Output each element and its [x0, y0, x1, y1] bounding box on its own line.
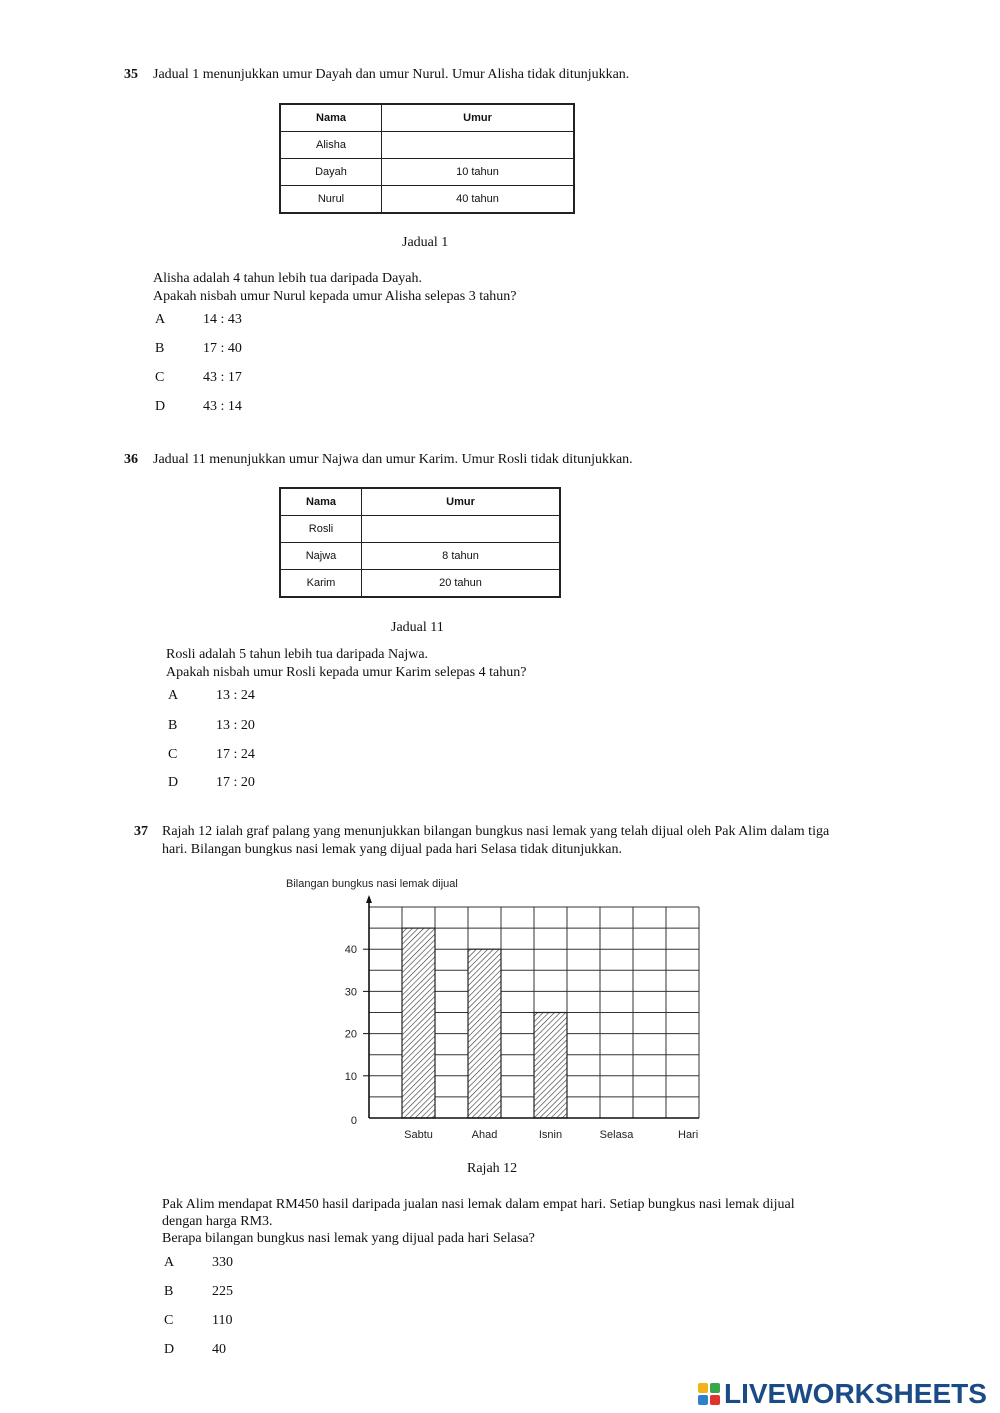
bar-sabtu	[402, 928, 435, 1118]
bar-chart-rajah-12	[280, 868, 720, 1148]
table-jadual-1	[279, 103, 575, 214]
option-d[interactable]: D 43 : 14	[155, 399, 242, 414]
option-a[interactable]: A 14 : 43	[155, 312, 242, 327]
logo-grid-icon	[698, 1383, 720, 1405]
table-row	[280, 516, 560, 543]
logo-square	[698, 1383, 708, 1393]
caption-jadual-1: Jadual 1	[402, 235, 449, 250]
question-37-number: 37	[134, 824, 148, 839]
option-c[interactable]: C 110	[164, 1313, 233, 1328]
question-37-line2: dengan harga RM3.	[162, 1214, 273, 1229]
y-tick-label: 20	[344, 1028, 357, 1041]
question-35-line2: Apakah nisbah umur Nurul kepada umur Alisha selepas 3 tahun?	[153, 289, 517, 304]
liveworksheets-logo	[698, 1376, 987, 1412]
question-37-intro-line1: Rajah 12 ialah graf palang yang menunjukkan bilangan bungkus nasi lemak yang telah dijual oleh Pak Alim dalam tiga	[162, 824, 830, 839]
table-cell: 40 tahun	[382, 186, 575, 214]
x-tick-label: Ahad	[471, 1129, 498, 1141]
table-cell: Dayah	[280, 159, 382, 186]
option-a[interactable]: A 13 : 24	[168, 688, 255, 703]
table-cell	[362, 516, 561, 543]
table-cell: Rosli	[280, 516, 362, 543]
table-header-nama: Nama	[280, 488, 362, 516]
caption-rajah-12: Rajah 12	[467, 1161, 518, 1176]
table-cell: 20 tahun	[362, 570, 561, 598]
logo-square	[710, 1383, 720, 1393]
y-axis-arrow-icon	[366, 895, 372, 903]
question-36-line2: Apakah nisbah umur Rosli kepada umur Karim selepas 4 tahun?	[166, 665, 527, 680]
table-cell: 10 tahun	[382, 159, 575, 186]
caption-jadual-11: Jadual 11	[391, 620, 444, 635]
option-d[interactable]: D 40	[164, 1342, 226, 1357]
x-tick-label: Isnin	[538, 1129, 563, 1141]
table-jadual-11	[279, 487, 561, 598]
table-header-umur: Umur	[382, 104, 575, 132]
table-cell: Nurul	[280, 186, 382, 214]
option-b[interactable]: B 17 : 40	[155, 341, 242, 356]
chart-axes	[345, 895, 699, 1141]
option-b[interactable]: B 13 : 20	[168, 718, 255, 733]
question-37-line3: Berapa bilangan bungkus nasi lemak yang dijual pada hari Selasa?	[162, 1231, 535, 1246]
logo-square	[710, 1395, 720, 1405]
y-tick-label: 40	[344, 944, 357, 957]
question-37-line1: Pak Alim mendapat RM450 hasil daripada jualan nasi lemak dalam empat hari. Setiap bungkus nasi lemak dijual	[162, 1197, 795, 1212]
chart-bars	[402, 928, 567, 1118]
y-tick-label: 10	[344, 1070, 357, 1083]
option-b[interactable]: B 225	[164, 1284, 233, 1299]
table-cell: Najwa	[280, 543, 362, 570]
question-35-line1: Alisha adalah 4 tahun lebih tua daripada Dayah.	[153, 271, 423, 286]
chart-xlabel: Hari	[678, 1129, 699, 1141]
logo-square	[698, 1395, 708, 1405]
option-a[interactable]: A 330	[164, 1255, 233, 1270]
table-cell: 8 tahun	[362, 543, 561, 570]
question-36-number: 36	[124, 452, 138, 467]
chart-ylabel: Bilangan bungkus nasi lemak dijual	[286, 878, 458, 890]
table-header-nama: Nama	[280, 104, 382, 132]
question-36-line1: Rosli adalah 5 tahun lebih tua daripada Najwa.	[166, 647, 429, 662]
question-35-number: 35	[124, 67, 138, 82]
table-cell	[382, 132, 575, 159]
y-tick-label: 0	[350, 1115, 357, 1127]
y-tick-label: 30	[344, 986, 357, 999]
option-d[interactable]: D 17 : 20	[168, 775, 255, 790]
table-row	[280, 159, 574, 186]
table-row	[280, 186, 574, 214]
logo-text: LIVEWORKSHEETS	[724, 1378, 987, 1409]
question-35-intro: Jadual 1 menunjukkan umur Dayah dan umur Nurul. Umur Alisha tidak ditunjukkan.	[153, 67, 630, 82]
x-tick-label: Selasa	[599, 1129, 634, 1141]
bar-ahad	[468, 949, 501, 1118]
table-header-umur: Umur	[362, 488, 561, 516]
option-c[interactable]: C 43 : 17	[155, 370, 242, 385]
table-row	[280, 570, 560, 598]
question-36-intro: Jadual 11 menunjukkan umur Najwa dan umur Karim. Umur Rosli tidak ditunjukkan.	[153, 452, 633, 467]
bar-isnin	[534, 1013, 567, 1119]
table-cell: Alisha	[280, 132, 382, 159]
table-row	[280, 132, 574, 159]
option-c[interactable]: C 17 : 24	[168, 747, 255, 762]
x-tick-label: Sabtu	[404, 1129, 433, 1141]
table-cell: Karim	[280, 570, 362, 598]
question-37-intro-line2: hari. Bilangan bungkus nasi lemak yang dijual pada hari Selasa tidak ditunjukkan.	[162, 842, 622, 857]
table-row	[280, 543, 560, 570]
